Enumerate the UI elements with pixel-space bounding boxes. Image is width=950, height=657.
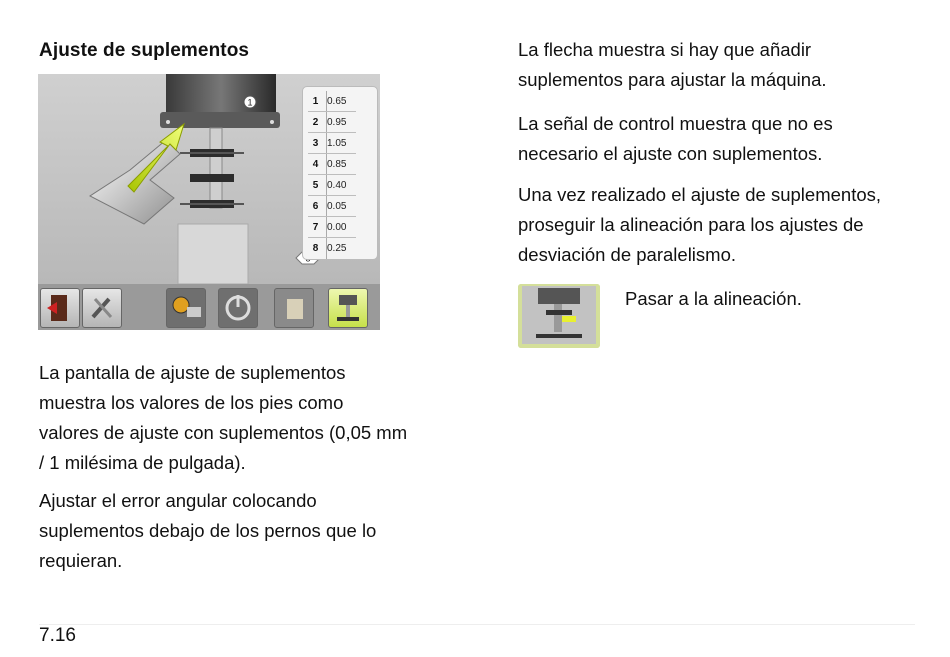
text-line: suplementos debajo de los pernos que lo: [39, 520, 377, 541]
table-row: [308, 112, 356, 133]
shim-value: 0.25: [327, 243, 347, 254]
foot-number: 5: [312, 180, 319, 191]
text-line: requieran.: [39, 550, 123, 571]
text-line: La pantalla de ajuste de suplementos: [39, 362, 346, 383]
shim-adjust-screenshot: [38, 74, 380, 330]
shim-icon[interactable]: [328, 288, 368, 328]
exit-icon[interactable]: [40, 288, 80, 328]
table-row: [308, 133, 356, 154]
notes-icon[interactable]: [274, 288, 314, 328]
text-line: valores de ajuste con suplementos (0,05 mm: [39, 422, 408, 443]
shim-value: 0.65: [327, 96, 347, 107]
left-paragraph-1: [39, 358, 449, 478]
text-line: Una vez realizado el ajuste de suplementos,: [518, 184, 882, 205]
shim-value: 0.85: [327, 159, 347, 170]
foot-number: 7: [312, 222, 319, 233]
text-line: / 1 milésima de pulgada).: [39, 452, 246, 473]
left-paragraph-2: [39, 486, 449, 576]
text-line: necesario el ajuste con suplementos.: [518, 143, 823, 164]
foot-number: 2: [312, 117, 319, 128]
text-line: La señal de control muestra que no es: [518, 113, 833, 134]
text-line: Ajustar el error angular colocando: [39, 490, 317, 511]
right-paragraph-2: [518, 109, 918, 169]
go-to-alignment-text: Pasar a la alineación.: [625, 288, 802, 309]
section-heading: Ajuste de suplementos: [39, 40, 250, 61]
shim-value: 0.05: [327, 201, 347, 212]
table-row: [308, 175, 356, 196]
right-paragraph-3: [518, 180, 918, 270]
callout-1: 1: [247, 97, 253, 108]
right-paragraph-1: [518, 35, 918, 95]
text-line: proseguir la alineación para los ajustes de: [518, 214, 864, 235]
shim-value: 1.05: [327, 138, 347, 149]
table-row: [308, 238, 356, 259]
table-row: [308, 154, 356, 175]
footer-divider: [39, 624, 915, 625]
foot-number: 4: [312, 159, 319, 170]
shim-value: 0.40: [327, 180, 347, 191]
foot-number: 1: [312, 96, 319, 107]
shim-value: 0.95: [327, 117, 347, 128]
foot-number: 3: [312, 138, 319, 149]
page-number: 7.16: [39, 625, 76, 646]
tools-icon[interactable]: [82, 288, 122, 328]
shim-values-table: [302, 86, 378, 260]
table-row: [308, 196, 356, 217]
table-row: [308, 217, 356, 238]
screen-toolbar: [38, 284, 380, 330]
foot-number: 6: [312, 201, 319, 212]
foot-number: 8: [312, 243, 319, 254]
table-row: [308, 91, 356, 112]
shim-value: 0.00: [327, 222, 347, 233]
text-line: La flecha muestra si hay que añadir: [518, 39, 812, 60]
power-icon[interactable]: [218, 288, 258, 328]
measure-icon[interactable]: [166, 288, 206, 328]
text-line: suplementos para ajustar la máquina.: [518, 69, 827, 90]
text-line: muestra los valores de los pies como: [39, 392, 344, 413]
text-line: desviación de paralelismo.: [518, 244, 737, 265]
go-to-alignment-button-image: [518, 284, 600, 348]
